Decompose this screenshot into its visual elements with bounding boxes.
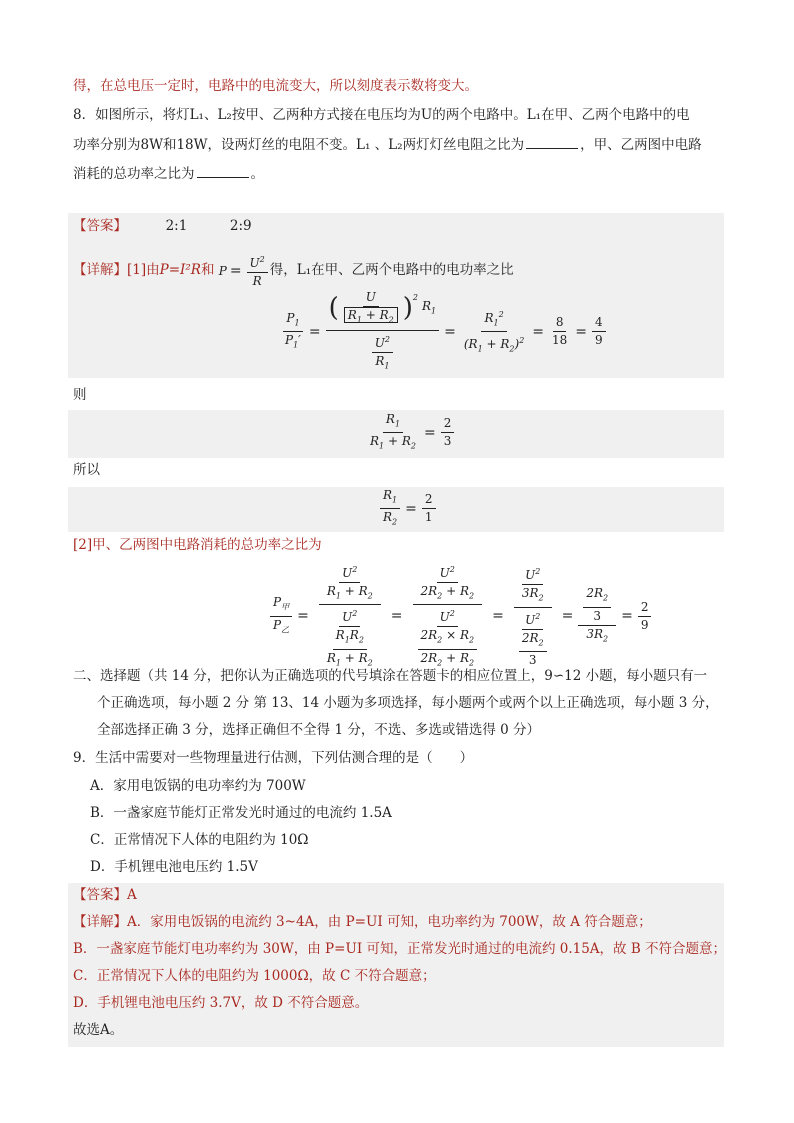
detail9-line-c: C．正常情况下人体的电阻约为 1000Ω，故 C 不符合题意； [73,968,436,984]
q8-line2-text-a: 功率分别为8W和18W，设两灯丝的电阻不变。L₁ 、L₂两灯灯丝电阻之比为 [73,137,525,153]
section2-line1: 二、选择题（共 14 分，把你认为正确选项的代号填涂在答题卡的相应位置上，9∽12 小题，每小题只有一 [73,668,708,684]
detail8-text-b: 和 [200,262,215,278]
so-text: 所以 [73,462,100,478]
blank-2[interactable] [197,163,249,178]
detail9-line-a [73,912,652,932]
detail9-line-b: B．一盏家庭节能灯电功率约为 30W，由 P=UI 可知，正常发光时通过的电流约 0.15A，故 B 不符合题意； [73,941,727,957]
answer8-label: 【答案】 [73,218,127,234]
formula-p-u2-r: P = $\frac{U^2}{R}$ [219,252,270,289]
detail8-line [73,252,514,289]
formula-total-power: $\frac{P_甲}{P_乙}$ = $\frac{\frac{U^2}{R_1 + R_2}}{\frac{U^2}{\frac{R_1R_2}{R_1 + R_2}}}$ = $\frac{\frac{U^2}{2R_2 + R_2}}{\frac{U^2}{\frac{2R_2 \times R_2}{2R_2 + R_2}}}$ = $\frac{\frac{U^2}{3R_2}}{\frac{U^2}{\frac{2R_2}{3}}}$ = $\frac{\frac{2R_2}{3}}{3R_2}$ = $\frac{2}{9}$ [268,562,653,670]
formula-r1-ratio: $\frac{R_1}{R_1 + R_2}$ = $\frac{2}{3}$ [365,412,456,454]
formula-r1-r2: $\frac{R_1}{R_2}$ = $\frac{2}{1}$ [378,488,438,530]
blank-1[interactable] [526,134,578,149]
answer9-value: A [127,887,137,903]
q8-line2 [73,134,702,155]
q8-line3 [73,163,264,184]
section2-line2: 个正确选项，每小题 2 分 第 13、14 小题为多项选择，每小题两个或两个以上正确选项，每小题 3 分， [97,695,719,711]
then-text: 则 [73,387,87,403]
detail9-conclusion: 故选A。 [73,1022,124,1038]
answer8-value-2: 2:9 [229,218,252,234]
q9-option-d[interactable]: D．手机锂电池电压约 1.5V [90,859,258,875]
answer8 [73,216,252,236]
detail8-text-a: [1]由 [127,262,160,278]
answer9-label: 【答案】 [73,887,127,903]
detail9-label: 【详解】 [73,914,127,930]
detail8-label: 【详解】 [73,262,127,278]
detail9-line-d: D．手机锂电池电压约 3.7V，故 D 不符合题意。 [73,995,369,1011]
detail8-formula1: P=I²R [159,262,201,278]
detail9-text-a: A．家用电饭锅的电流约 3~4A，由 P=UI 可知，电功率约为 700W，故 A 符合题意； [127,914,652,930]
q8-line2-text-b: ，甲、乙两图中电路 [580,137,702,153]
q9-stem: 9．生活中需要对一些物理量进行估测，下列估测合理的是（ ） [73,750,474,766]
section2-line3: 全部选择正确 3 分，选择正确但不全得 1 分，不选、多选或错选得 0 分） [97,722,541,738]
q9-option-a[interactable]: A．家用电饭锅的电功率约为 700W [90,778,306,794]
q8-line1: 8．如图所示，将灯L₁、L₂按甲、乙两种方式接在电压均为U的两个电路中。L₁在甲、乙两个电路中的电 [73,107,690,123]
q9-option-c[interactable]: C．正常情况下人体的电阻约为 10Ω [90,832,309,848]
q8-line3-text-a: 消耗的总功率之比为 [73,166,195,182]
detail8-part2: [2]甲、乙两图中电路消耗的总功率之比为 [73,537,322,553]
answer8-value-1: 2:1 [165,218,188,234]
q8-line3-text-b: 。 [250,166,264,182]
answer9 [73,885,137,905]
detail8-text-c: 得，L₁在甲、乙两个电路中的电功率之比 [269,262,514,278]
formula-power-ratio: $\frac{P_1}{P_1'}$ = ( $\frac{U}{R_1 + R_2}$ ) $^2$ $R_1$ $\frac{U^2}{R_1}$ = $\frac{R_1^2}{(R_1 + R_2)^2}$ = $\frac{8}{18}$ = $\frac{4}{9}$ [280,290,608,374]
answer9-shade [68,883,727,1047]
intro-line: 得，在总电压一定时，电路中的电流变大，所以刻度表示数将变大。 [73,78,478,94]
q9-option-b[interactable]: B．一盏家庭节能灯正常发光时通过的电流约 1.5A [90,805,392,821]
